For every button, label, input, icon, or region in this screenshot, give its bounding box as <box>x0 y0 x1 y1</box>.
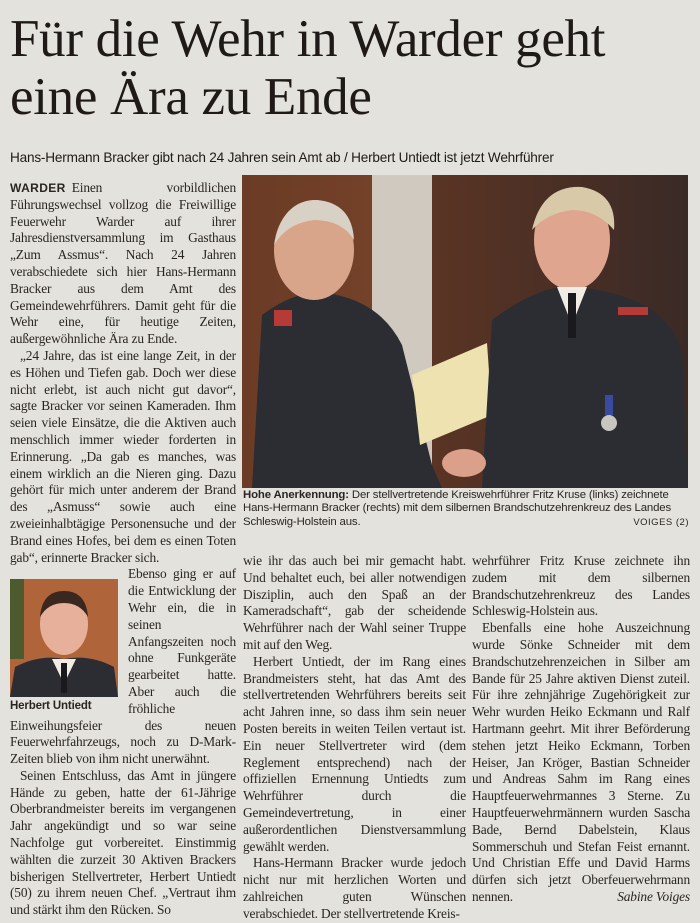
paragraph: Hans-Hermann Bracker wurde jedoch nicht nur mit herzlichen Worten und zahlreichen guten Wünschen verabschiedet. Der stellvertretende Kreis- <box>243 855 466 921</box>
caption-lead: Hohe Anerkennung: <box>243 489 349 501</box>
main-photo <box>242 175 688 488</box>
inset-photo-caption: Herbert Untiedt <box>10 700 92 713</box>
photo-credit: VOIGES (2) <box>633 516 689 528</box>
paragraph: wehrführer Fritz Kruse zeichnete ihn zudem mit dem silbernen Brandschutzehrenkreuz des Landes Schleswig-Holstein aus. <box>472 553 690 619</box>
paragraph-text: Ebenso ging er auf die Entwicklung der Wehr ein, die in seinen Anfangszeiten noch ohne Funkgeräte gearbeitet hatte. Aber auch die fröhliche Einweihungsfeier des neuen Feuerwehrfahrzeugs, noch zu D-Mark-Zeiten blieb von ihm nicht unerwähnt. <box>10 566 236 767</box>
paragraph-text: Ebenfalls eine hohe Auszeichnung wurde Sönke Schneider mit dem Brandschutzehrenzeichen in Silber am Bande für 25 Jahre aktiven Dienst zuteil. Für ihre zehnjährige Zugehörigkeit zur Wehr wurden Heiko Eckmann und Ralf Hartmann geehrt. Mit ihrer Beförderung stehen jetzt Heiko Eckmann, Torben Heiser, Jan Kröger, Bastian Schneider und Andreas Sahm im Rang eines Hauptfeuerwehrmannes 3 Sterne. Zu Hauptfeuerwehrmännern wurden Sascha Bade, Bernd Dabelstein, Klaus Sommerschuh und Stefan Feist ernannt. Und Christian Effe und David Harms dürfen sich jetzt Oberfeuerwehrmann nennen. <box>472 620 690 904</box>
paragraph <box>472 620 690 906</box>
paragraph: Herbert Untiedt, der im Rang eines Brandmeisters steht, hat das Amt des stellvertretenden Wehrführers bereits seit acht Jahren inne, so dass ihm sein neuer Posten bereits in weiten Teilen vertaut ist. Ein neuer Stellvertreter wird (dem Reglement entsprechend) nach der offiziellen Ernennung Untiedts zum Wehrführer durch die Gemeindevertretung, in einer außerordentlichen Dienstversammlung gewählt werden. <box>243 653 466 854</box>
caption-text: Der stellvertretende Kreiswehrführer Fritz Kruse (links) zeichnete Hans-Hermann Bracker (rechts) mit dem silbernen Brandschutzehrenkreuz des Landes Schleswig-Holstein aus. <box>243 489 672 528</box>
author-byline: Sabine Voiges <box>617 888 690 904</box>
article-column-3 <box>472 553 690 906</box>
paragraph-with-inset <box>10 566 236 768</box>
article-column-2 <box>243 553 466 923</box>
paragraph-text: Einen vorbildlichen Führungswechsel vollzog die Freiwillige Feuerwehr Warder auf ihrer Jahresdienstversammlung im Gasthaus „Zum Assmus“. Nach 24 Jahren verabschiedete sich hier Hans-Hermann Bracker aus dem Amt des Gemeindewehrführers. Damit geht für die Wehr eine, für heutige Zeiten, außergewöhnliche Ära zu Ende. <box>10 180 236 347</box>
paragraph: wie ihr das auch bei mir gemacht habt. Und behaltet euch, bei aller notwendigen Disziplin, auch den Spaß an der Kameradschaft“, gab der scheidende Wehrführer nach der Wahl seiner Truppe mit auf den Weg. <box>243 553 466 652</box>
dateline: WARDER <box>10 181 66 195</box>
paragraph: Seinen Entschluss, das Amt in jüngere Hände zu geben, hatte der 61-Jährige Oberbrandmeister bereits im vergangenen Jahr angekündigt und so war seine Nachfolge gut vorbereitet. Einstimmig wählten die zurzeit 30 Aktiven Brackers bisherigen Stellvertreter, Herbert Untiedt (50) zu ihrem neuen Chef. „Vertraut ihm und stärkt ihm den Rücken. So <box>10 767 236 918</box>
article-column-1 <box>10 180 236 919</box>
inset-photo <box>10 579 118 714</box>
main-photo-caption <box>243 489 689 529</box>
paragraph: „24 Jahre, das ist eine lange Zeit, in der es Höhen und Tiefen gab. Doch wer diese nicht erlebt, ist auch nicht gut davor“, sagte Bracker vor seinen Kameraden. Ihm seien viele Einsätze, die die Aktiven auch menschlich immer wieder forderten in Erinnerung. „Da gab es manches, was einem wirklich an die Nieren ging. Dazu gehört für mich unter anderem der Brand des „Asmuss“ sowie auch eine zweieinhalbtägige Personensuche und der Brand eines Hofes, bei dem es einen Toten gab“, erinnerte Bracker sich. <box>10 347 236 565</box>
headline: Für die Wehr in Warder geht eine Ära zu Ende <box>10 10 606 126</box>
subheadline: Hans-Hermann Bracker gibt nach 24 Jahren sein Amt ab / Herbert Untiedt ist jetzt Wehrführer <box>10 150 554 165</box>
paragraph <box>10 180 236 348</box>
